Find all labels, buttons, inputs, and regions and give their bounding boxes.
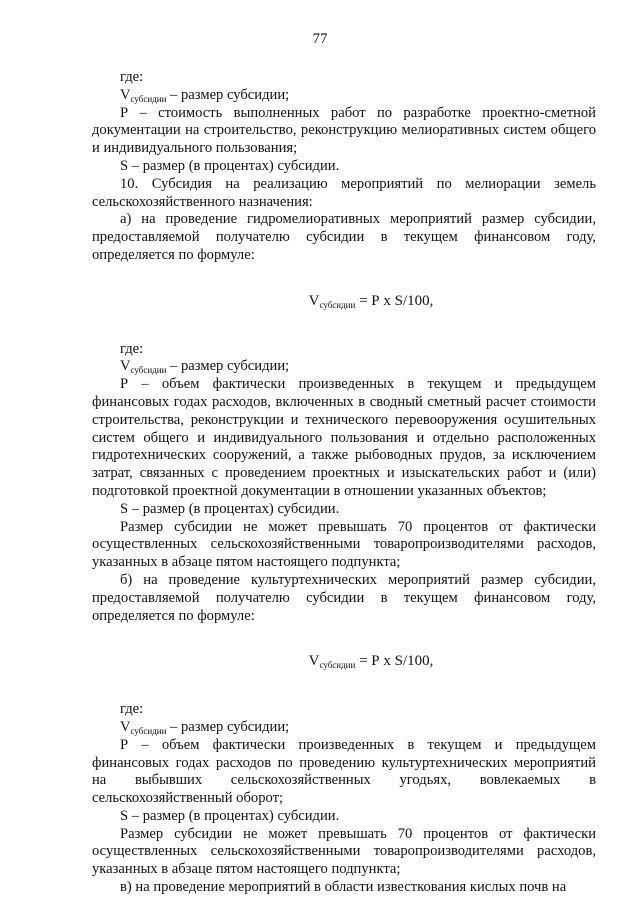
where-label: где: (120, 340, 144, 357)
formula-1: $V_{субсидии} = Р$ х S/100, (308, 292, 434, 310)
s-definition: S – размер (в процентах) субсидии. (120, 500, 340, 517)
v-definition: $V_{субсидии}$ – размер субсидии; (120, 718, 290, 736)
p-definition: Р – объем фактически произведенных в текущем и предыдущем финансовых годах расходов, включенных в сводный сметный расчет стоимости строительства, реконструкции и технического перевооружения осушительных систем общего и индивидуального пользования и отдельно расположенных гидротехнических сооружений, а также рыбоводных прудов, за исключением затрат, связанных с проведением проектных и изыскательских работ и (или) подготовкой проектной документации в отношении указанных объектов; (92, 376, 596, 499)
where-label: где: (120, 701, 144, 718)
item-b: б) на проведение культуртехнических мероприятий размер субсидии, предоставляемой получателю субсидии в текущем финансовом году, определяется по формуле: (92, 571, 596, 624)
document-body (92, 69, 596, 897)
item-10: 10. Субсидия на реализацию мероприятий по мелиорации земель сельскохозяйственного назначения: (92, 175, 596, 210)
subsidy-limit: Размер субсидии не может превышать 70 процентов от фактически осуществленных сельскохозяйственными товаропроизводителями расходов, указанных в абзаце пятом настоящего подпункта; (92, 825, 596, 878)
item-v: в) на проведение мероприятий в области известкования кислых почв на (120, 879, 567, 896)
s-definition: S – размер (в процентах) субсидии. (120, 157, 340, 174)
v-definition: $V_{субсидии}$ – размер субсидии; (120, 358, 290, 376)
p-definition: Р – объем фактически произведенных в текущем и предыдущем финансовых годах расходов по проведению культуртехнических мероприятий на выбывших сельскохозяйственных угодьях, вовлекаемых в сельскохозяйственный оборот; (92, 736, 596, 807)
v-definition: $V_{субсидии}$ – размер субсидии; (120, 86, 290, 104)
where-label: где: (120, 69, 144, 85)
subsidy-limit: Размер субсидии не может превышать 70 процентов от фактически осуществленных сельскохозяйственными товаропроизводителями расходов, указанных в абзаце пятом настоящего подпункта; (92, 518, 596, 571)
formula-2: $V_{субсидии} = Р$ х S/100, (308, 653, 434, 671)
s-definition: S – размер (в процентах) субсидии. (120, 807, 340, 824)
p-definition: Р – стоимость выполненных работ по разработке проектно-сметной документации на строительство, реконструкцию мелиоративных систем общего и индивидуального пользования; (92, 104, 596, 157)
item-a: а) на проведение гидромелиоративных мероприятий размер субсидии, предоставляемой получателю субсидии в текущем финансовом году, определяется по формуле: (92, 211, 596, 263)
page-number: 77 (312, 31, 328, 47)
